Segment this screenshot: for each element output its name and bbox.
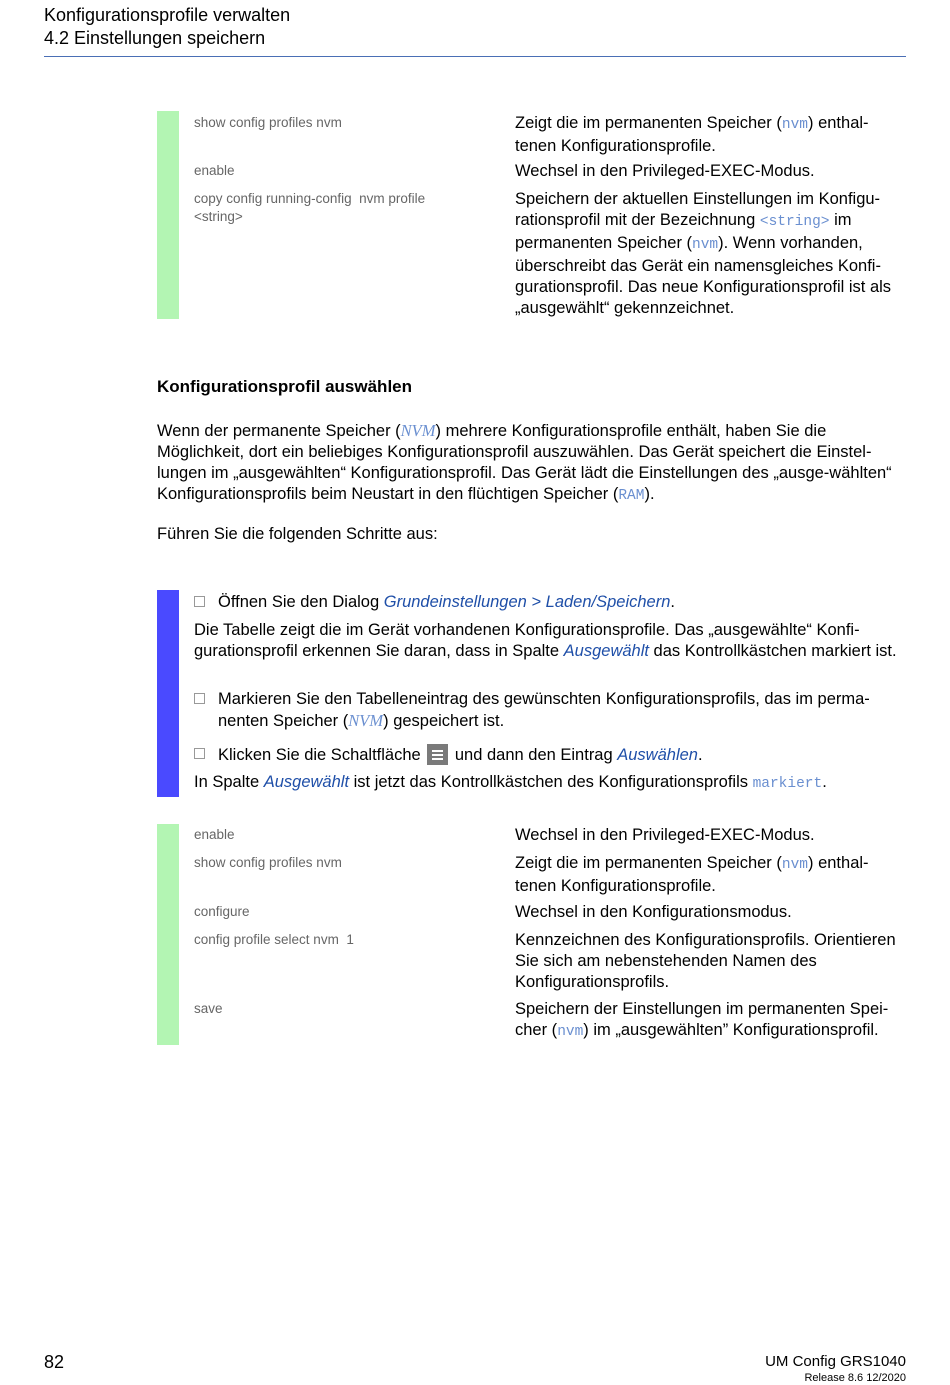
procedure-block-marker [157, 590, 179, 797]
cli-command: enable [194, 163, 235, 178]
header-rule [44, 56, 906, 57]
step-result-text: Die Tabelle zeigt die im Gerät vorhandenen Konfigurationsprofile. Das „ausgewählte“ Konfi-gurationsprofil erkennen Sie daran, dass in Spalte Ausgewählt das Kontrollkästchen markiert ist. [194, 621, 897, 660]
body-paragraph: Wenn der permanente Speicher (NVM) mehrere Konfigurationsprofile enthält, haben Sie die Möglichkeit, dort ein beliebiges Konfigurationsprofil auszuwählen. Das Gerät speichert die Einstel-lungen im „ausgewählten“ Konfigurationsprofil. Das Gerät lädt die Einstellungen des „ausge-wählten“ Konfigurationsprofils beim Neustart in den flüchtigen Speicher (RAM). [157, 421, 892, 504]
cli-command: enable [194, 827, 235, 842]
procedure-step: Öffnen Sie den Dialog Grundeinstellungen > Laden/Speichern. [194, 592, 909, 613]
step-checkbox-icon [194, 748, 205, 759]
procedure-step: Markieren Sie den Tabelleneintrag des gewünschten Konfigurationsprofils, das im perma-nenten Speicher (NVM) gespeichert ist. [194, 689, 909, 732]
chapter-title: Konfigurationsprofile verwalten [44, 5, 291, 25]
cli-description: Wechsel in den Privileged-EXEC-Modus. [515, 826, 815, 844]
step-checkbox-icon [194, 596, 205, 607]
cli-block-marker [157, 111, 179, 319]
cli-command: save [194, 1001, 223, 1016]
cli-description: Kennzeichnen des Konfigurationsprofils. Orientieren Sie sich am nebenstehenden Namen des Konfigurationsprofils. [515, 931, 896, 991]
cli-command: config profile select nvm 1 [194, 932, 354, 947]
page-number: 82 [44, 1352, 65, 1372]
step-checkbox-icon [194, 693, 205, 704]
cli-command: copy config running-config nvm profile <string> [194, 191, 426, 224]
subsection-heading: Konfigurationsprofil auswählen [157, 377, 413, 396]
cli-block-marker [157, 824, 179, 1045]
dialog-path-link[interactable]: Grundeinstellungen > Laden/Speichern [383, 593, 671, 611]
cli-description: Wechsel in den Privileged-EXEC-Modus. [515, 162, 815, 180]
cli-description: Zeigt die im permanenten Speicher (nvm) enthal-tenen Konfigurationsprofile. [515, 114, 869, 155]
menu-icon [427, 744, 448, 765]
cli-description: Zeigt die im permanenten Speicher (nvm) enthal-tenen Konfigurationsprofile. [515, 854, 869, 895]
cli-command: show config profiles nvm [194, 115, 342, 130]
document-title: UM Config GRS1040 [765, 1353, 906, 1370]
cli-command: configure [194, 904, 250, 919]
body-paragraph: Führen Sie die folgenden Schritte aus: [157, 525, 438, 543]
cli-description: Speichern der aktuellen Einstellungen im Konfigu-rationsprofil mit der Bezeichnung <string> im permanenten Speicher (nvm). Wenn vorhanden, überschreibt das Gerät ein namensgleiches Konfi-gurationsprofil. Das neue Konfigurationsprofil ist als „ausgewählt“ gekennzeichnet. [515, 190, 892, 317]
section-title: 4.2 Einstellungen speichern [44, 28, 266, 48]
release-info: Release 8.6 12/2020 [804, 1372, 906, 1384]
cli-description: Speichern der Einstellungen im permanenten Spei-cher (nvm) im „ausgewählten” Konfigurationsprofil. [515, 1000, 889, 1040]
step-result-text: In Spalte Ausgewählt ist jetzt das Kontrollkästchen des Konfigurationsprofils markiert. [194, 773, 827, 792]
procedure-step: Klicken Sie die Schaltfläche und dann den Eintrag Auswählen. [194, 744, 909, 766]
cli-description: Wechsel in den Konfigurationsmodus. [515, 903, 792, 921]
cli-command: show config profiles nvm [194, 855, 342, 870]
